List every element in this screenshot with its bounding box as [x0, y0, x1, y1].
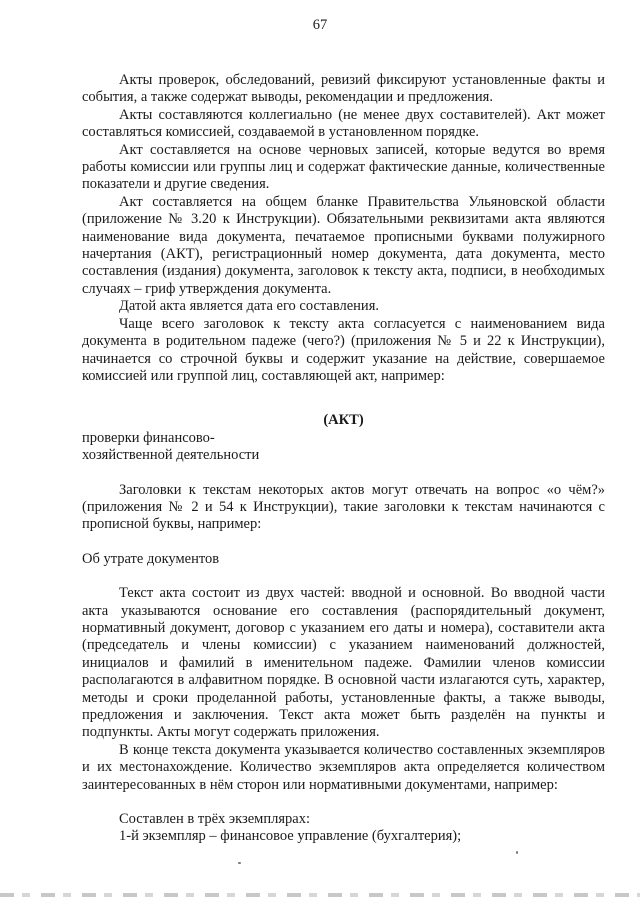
- scan-speck: [238, 862, 241, 864]
- paragraph-title-genitive: Чаще всего заголовок к тексту акта согласуется с наименованием вида документа в родительном падеже (чего?) (приложения № 5 и 22 к Инструкции), начинается со строчной буквы и содержит указание на действие, совершаемое комиссией или группой лиц, составляющей акт, например:: [82, 315, 605, 384]
- paragraph-collegial: Акты составляются коллегиально (не менее двух составителей). Акт может составляться комиссией, создаваемой в установленном порядке.: [82, 106, 605, 141]
- paragraph-draft-records: Акт составляется на основе черновых записей, которые ведутся во время работы комиссии или группы лиц и содержат фактические данные, количественные показатели и другие сведения.: [82, 141, 605, 193]
- example-copies-line1: Составлен в трёх экземплярах:: [119, 811, 310, 828]
- example-copies-line2: 1-й экземпляр – финансовое управление (бухгалтерия);: [119, 828, 462, 845]
- paragraph-copies-count: В конце текста документа указывается количество составленных экземпляров и их местонахождение. Количество экземпляров акта определяется количеством заинтересованных в нём сторон или нормативными документами, например:: [82, 741, 605, 793]
- scan-speck: [516, 851, 518, 854]
- scan-edge-artifact: [0, 893, 640, 897]
- paragraph-title-about-what: Заголовки к текстам некоторых актов могут отвечать на вопрос «о чём?» (приложения № 2 и 54 к Инструкции), такие заголовки к текстам начинаются с прописной буквы, например:: [82, 481, 605, 533]
- paragraph-act-text-structure: Текст акта состоит из двух частей: вводной и основной. Во вводной части акта указываются основание его составления (распорядительный документ, нормативный документ, договор с указанием его даты и номера), составители акта (председатель и члены комиссии) с указанием наименований должностей, инициалов и фамилий в именительном падеже. Фамилии членов комиссии располагаются в алфавитном порядке. В основной части излагаются суть, характер, методы и сроки проделанной работы, установленные факты, а также выводы, предложения и заключения. Текст акта может быть разделён на пункты и подпункты. Акты могут содержать приложения.: [82, 585, 605, 741]
- example-title-line1: проверки финансово-: [82, 429, 215, 446]
- paragraph-act-date: Датой акта является дата его составления.: [119, 298, 379, 315]
- paragraph-blank-requisites: Акт составляется на общем бланке Правительства Ульяновской области (приложение № 3.20 к Инструкции). Обязательными реквизитами акта являются наименование вида документа, печатаемое прописными буквами полужирного начертания (АКТ), регистрационный номер документа, дата документа, место составления (издания) документа, заголовок к тексту акта, подписи, в необходимых случаях – гриф утверждения документа.: [82, 193, 605, 297]
- document-body: [82, 72, 605, 846]
- example-doc-type: (АКТ): [323, 412, 364, 429]
- paragraph-acts-purpose: Акты проверок, обследований, ревизий фиксируют установленные факты и события, а также содержат выводы, рекомендации и предложения.: [82, 72, 605, 106]
- page-number: 67: [312, 17, 328, 33]
- example-title-line2: хозяйственной деятельности: [82, 447, 260, 464]
- example-title-about: Об утрате документов: [82, 550, 220, 567]
